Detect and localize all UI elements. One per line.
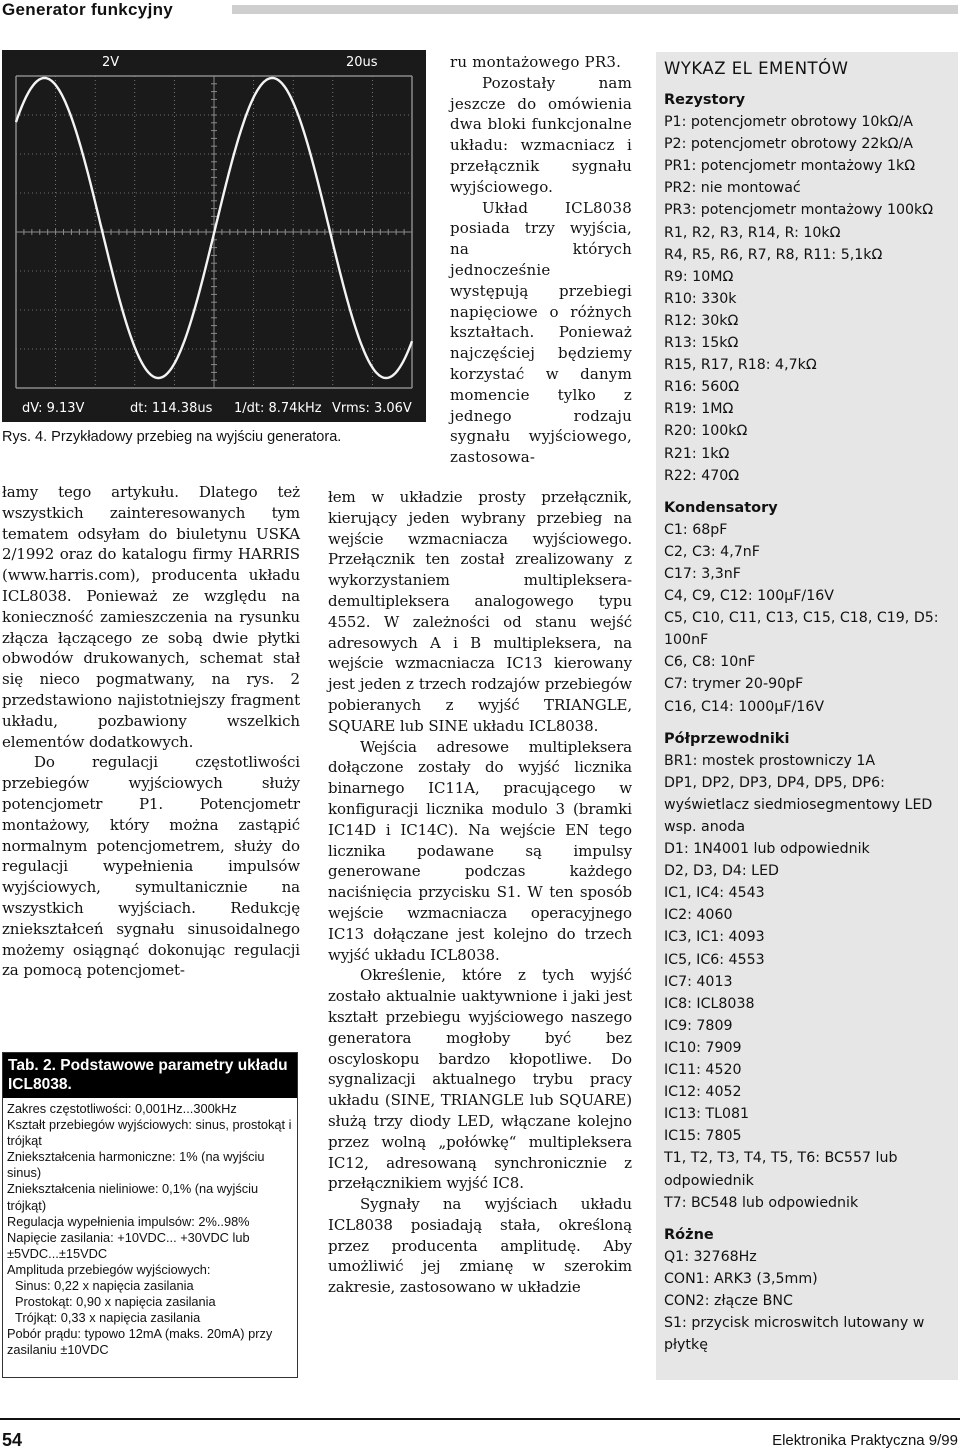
parts-item: T1, T2, T3, T4, T5, T6: BC557 lub odpowiednik (664, 1150, 898, 1189)
oscilloscope-screen (2, 50, 426, 422)
table-title: Tab. 2. Podstawowe parametry układu ICL8038. (3, 1053, 297, 1098)
parts-item: R21: 1kΩ (664, 445, 730, 462)
parts-section-heading: Kondensatory (664, 499, 778, 516)
parts-section-heading: Rezystory (664, 92, 746, 108)
parts-item: IC2: 4060 (664, 907, 733, 924)
parts-item: C7: trymer 20-90pF (664, 676, 804, 693)
parts-item: C17: 3,3nF (664, 565, 741, 582)
parts-item: CON1: ARK3 (3,5mm) (664, 1270, 818, 1287)
parts-item: T7: BC548 lub odpowiednik (664, 1194, 859, 1211)
parts-item: R22: 470Ω (664, 467, 740, 484)
parts-item: DP1, DP2, DP3, DP4, DP5, DP6: wyświetlacz siedmiosegmentowy LED wsp. anoda (664, 774, 933, 835)
paragraph: Pozostały nam jeszcze do omówienia dwa bloki funkcjonalne układu: wzmacniacz i przełącznik sygnału wyjściowego. (450, 73, 632, 196)
header-bar (232, 5, 958, 14)
paragraph: Układ ICL8038 posiada trzy wyjścia, na których jednocześnie występują przebiegi napięciowe o różnych kształtach. Ponieważ najczęściej będziemy korzystać w danym momencie tylko z jednego rodzaju sygnału wyjściowego, zastosowa- (450, 198, 632, 467)
paragraph: łem w układzie prosty przełącznik, kierujący jeden wybrany przebieg na wejście wzmacniacza wyjściowego. Przełącznik ten został zrealizowany z wykorzystaniem multipleksera-demultipleksera analogowego typu 4552. W zależności od stanu wejść adresowych A i B multipleksera, na wejście wzmacniacza IC13 kierowany jest jeden z trzech rodzajów przebiegów pobieranych z wyjść TRIANGLE, SQUARE lub SINE układu ICL8038. (328, 488, 632, 735)
parts-item: CON2: złącze BNC (664, 1292, 793, 1309)
parts-section-heading: Półprzewodniki (664, 730, 790, 747)
paragraph: ru montażowego PR3. (450, 53, 622, 71)
readout-dv: dV: 9.13V (22, 401, 85, 416)
parameters-table (2, 1052, 298, 1378)
table-row: Prostokąt: 0,90 x napięcia zasilania (15, 1294, 216, 1310)
parts-item: R4, R5, R6, R7, R8, R11: 5,1kΩ (664, 246, 883, 263)
parts-item: D2, D3, D4: LED (664, 863, 779, 880)
parts-item: C5, C10, C11, C13, C15, C18, C19, D5: 100nF (664, 610, 939, 649)
parts-item: C4, C9, C12: 100µF/16V (664, 588, 834, 605)
parts-item: P2: potencjometr obrotowy 22kΩ/A (664, 136, 913, 153)
parts-item: R10: 330k (664, 290, 737, 307)
table-row: Kształt przebiegów wyjściowych: sinus, prostokąt i trójkąt (7, 1117, 292, 1149)
table-row: Zakres częstotliwości: 0,001Hz...300kHz (7, 1101, 237, 1116)
parts-item: IC13: TL081 (664, 1106, 750, 1123)
table-row: Amplituda przebiegów wyjściowych: (7, 1261, 211, 1277)
parts-item: R20: 100kΩ (664, 423, 748, 440)
parts-item: S1: przycisk microswitch lutowany w płytkę (664, 1315, 925, 1354)
paragraph: Wejścia adresowe multipleksera dołączone zostały do wyjść licznika binarnego IC11A, pracującego w konfiguracji licznika modulo 3 (bramki IC14D i IC14C). Na wejście EN tego licznika podawane są impulsy generowane podczas każdego naciśnięcia przycisku S1. W ten sposób wejście wzmacniacza operacyjnego IC13 dołączane jest kolejno do trzech wyjść układu ICL8038. (328, 737, 632, 964)
table-row: Sinus: 0,22 x napięcia zasilania (15, 1278, 194, 1294)
table-row: Regulacja wypełnienia impulsów: 2%..98% (7, 1213, 250, 1229)
magazine-name: Elektronika Praktyczna 9/99 (772, 1432, 958, 1449)
paragraph: Określenie, które z tych wyjść zostało aktualnie uaktywnione i jaki jest kształt przebiegu wyjściowego naszego generatora mogłoby być bez oscyloskopu bardzo kłopotliwe. Do sygnalizacji aktualnego trybu pracy układu (SINE, TRIANGLE lub SQUARE) służą trzy diody LED, włączane kolejno przez wolną „połówkę“ multipleksera IC12, adresowaną synchronicznie z przełącznikiem wyjść IC8. (328, 966, 632, 1193)
page-number: 54 (2, 1430, 23, 1450)
paragraph: łamy tego artykułu. Dlatego też wszystkich zainteresowanych tym tematem odsyłam do biuletynu USKA 2/1992 oraz do katalogu firmy HARRIS (www.harris.com), producenta układu ICL8038. Ponieważ ze względu na konieczność zamieszczenia na rysunku złącza łączącego ze sobą dwie płytki obwodów drukowanych, schemat stał się nieco pogmatwany, na rys. 2 przedstawiono najistotniejszy fragment układu, pozbawiony wszelkich elementów dodatkowych. (2, 483, 300, 751)
parts-item: R15, R17, R18: 4,7kΩ (664, 357, 817, 374)
parts-item: C2, C3: 4,7nF (664, 543, 760, 560)
parts-item: R19: 1MΩ (664, 401, 734, 418)
table-row: Pobór prądu: typowo 12mA (maks. 20mA) przy zasilaniu ±10VDC (7, 1326, 273, 1358)
readout-dt: dt: 114.38us (130, 401, 213, 416)
parts-item: R1, R2, R3, R14, R: 10kΩ (664, 224, 841, 241)
text-column-left (2, 482, 300, 981)
table-row: Trójkąt: 0,33 x napięcia zasilania (15, 1310, 201, 1326)
parts-item: PR2: nie montować (664, 180, 801, 197)
footer-rule (0, 1418, 960, 1420)
paragraph: Do regulacji częstotliwości przebiegów wyjściowych służy potencjometr P1. Potencjometr montażowy, który można zastąpić normalnym potencjometrem, służy do regulacji wypełnienia impulsów wyjściowych, symultanicznie na wszystkich wyjściach. Redukcję zniekształceń sygnału sinusoidalnego możemy osiągnąć dokonując regulacji za pomocą potencjomet- (2, 753, 300, 980)
parts-item: IC8: ICL8038 (664, 995, 755, 1012)
table-row: Napięcie zasilania: +10VDC... +30VDC lub ±5VDC...±15VDC (7, 1229, 250, 1261)
parts-item: R13: 15kΩ (664, 335, 739, 352)
readout-volts-div: 2V (102, 55, 120, 70)
parts-item: R9: 10MΩ (664, 268, 734, 285)
parts-list-body (664, 89, 950, 1356)
text-column-right-top (450, 52, 632, 468)
parts-item: IC10: 7909 (664, 1039, 742, 1056)
parts-item: BR1: mostek prostowniczy 1A (664, 752, 876, 769)
readout-vrms: Vrms: 3.06V (332, 401, 412, 416)
parts-item: D1: 1N4001 lub odpowiednik (664, 841, 870, 858)
parts-item: IC7: 4013 (664, 973, 733, 990)
parts-item: IC15: 7805 (664, 1128, 742, 1145)
parts-item: IC3, IC1: 4093 (664, 929, 765, 946)
table-body (3, 1098, 297, 1359)
table-row: Zniekształcenia nieliniowe: 0,1% (na wyjściu trójkąt) (7, 1181, 259, 1213)
parts-item: R16: 560Ω (664, 379, 740, 396)
section-title: Generator funkcyjny (2, 0, 174, 19)
oscilloscope-figure (2, 50, 426, 422)
parts-item: C6, C8: 10nF (664, 654, 756, 671)
parts-item: C1: 68pF (664, 521, 728, 538)
table-row: Zniekształcenia harmoniczne: 1% (na wyjściu sinus) (7, 1149, 265, 1181)
parts-item: C16, C14: 1000µF/16V (664, 698, 825, 715)
parts-item: IC9: 7809 (664, 1017, 733, 1034)
parts-list-title: WYKAZ EL EMENTÓW (664, 59, 849, 78)
parts-item: R12: 30kΩ (664, 312, 739, 329)
parts-item: IC12: 4052 (664, 1084, 742, 1101)
parts-section-heading: Różne (664, 1226, 714, 1243)
text-column-right (328, 487, 632, 1298)
parts-item: IC5, IC6: 4553 (664, 951, 765, 968)
paragraph: Sygnały na wyjściach układu ICL8038 posiadają stała, określoną przez producenta amplitudę. Aby umożliwić jej zmianę w szerokim zakresie, zastosowano w układzie (328, 1195, 632, 1297)
parts-item: Q1: 32768Hz (664, 1248, 757, 1265)
readout-freq: 1/dt: 8.74kHz (234, 401, 322, 416)
figure-caption: Rys. 4. Przykładowy przebieg na wyjściu generatora. (2, 429, 342, 445)
parts-item: IC1, IC4: 4543 (664, 885, 765, 902)
parts-item: PR3: potencjometr montażowy 100kΩ (664, 202, 934, 219)
parts-item: IC11: 4520 (664, 1062, 742, 1079)
parts-list (656, 52, 958, 1380)
readout-time-div: 20us (346, 55, 378, 70)
parts-item: PR1: potencjometr montażowy 1kΩ (664, 158, 916, 175)
parts-item: P1: potencjometr obrotowy 10kΩ/A (664, 114, 913, 131)
